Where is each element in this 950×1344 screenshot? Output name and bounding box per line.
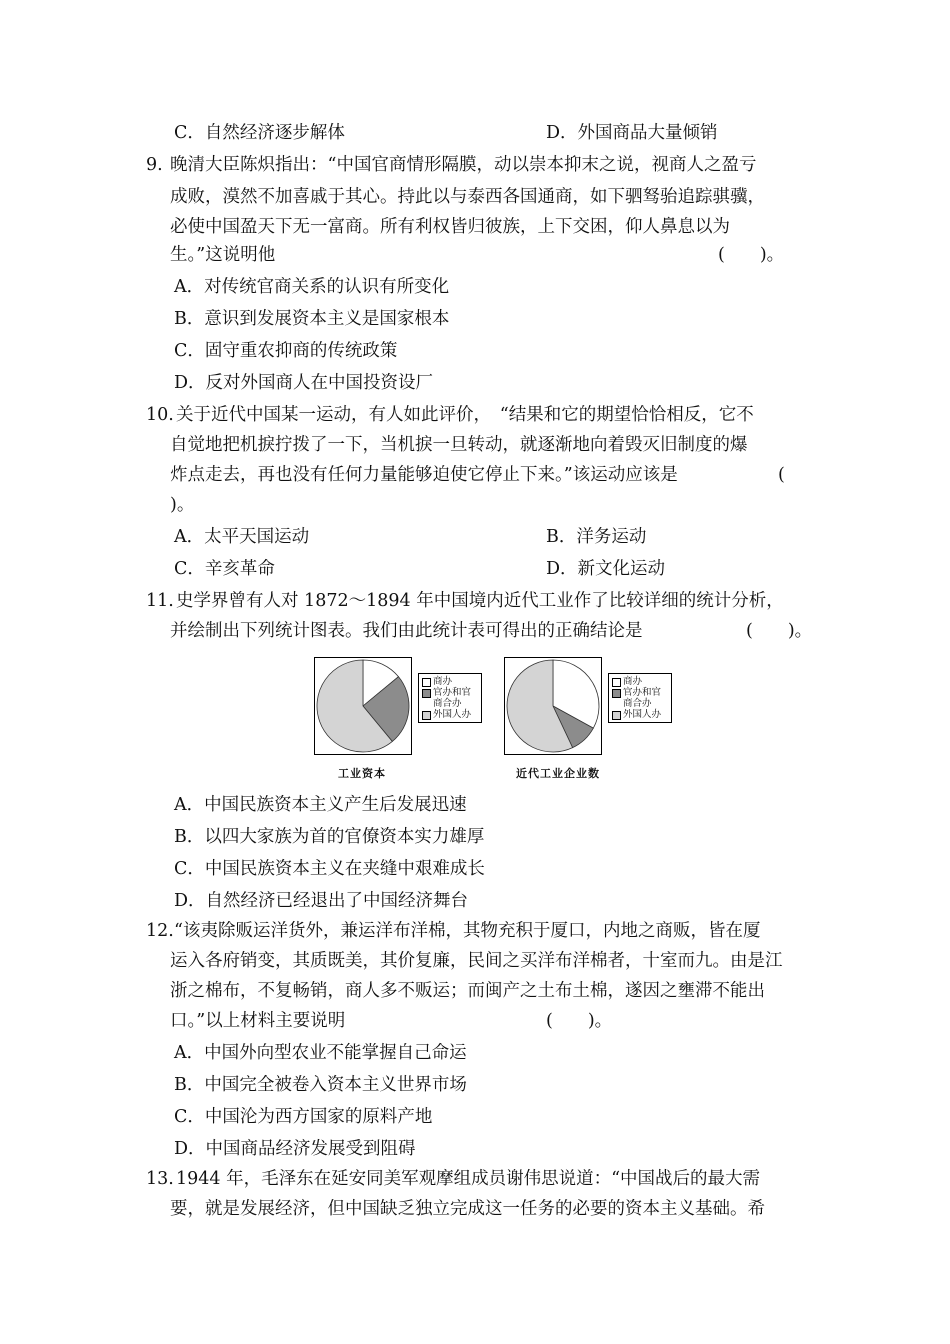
legend-swatch-dark <box>612 689 621 698</box>
q10-option-c: C．辛亥革命 <box>174 559 275 579</box>
q11-stem-line: 史学界曾有人对 1872～1894 年中国境内近代工业作了比较详细的统计分析， <box>176 591 784 611</box>
legend-item <box>422 676 478 687</box>
pie-chart-industrial-capital-frame <box>314 657 412 755</box>
q9-stem-line: 生。”这说明他 <box>170 245 276 265</box>
q11-option-d: D．自然经济已经退出了中国经济舞台 <box>174 891 469 911</box>
q10-option-b: B．洋务运动 <box>546 527 647 547</box>
legend-chart-1 <box>418 673 482 723</box>
q12-option-d: D．中国商品经济发展受到阻碍 <box>174 1139 416 1159</box>
q9-stem-line: 必使中国盈天下无一富商。所有利权皆归彼族，上下交困，仰人鼻息以为 <box>170 217 730 237</box>
q9-option-c: C．固守重农抑商的传统政策 <box>174 341 398 361</box>
q12-stem-line: 口。”以上材料主要说明 <box>170 1011 346 1031</box>
q10-stem-line: 自觉地把机捩拧拨了一下，当机捩一旦转动，就逐渐地向着毁灭旧制度的爆 <box>170 435 748 455</box>
legend-swatch-white <box>422 678 431 687</box>
chart-1-caption: 工业资本 <box>338 767 386 780</box>
q13-stem-line: 1944 年，毛泽东在延安同美军观摩组成员谢伟思说道：“中国战后的最大需 <box>176 1169 761 1189</box>
chart-2-caption: 近代工业企业数 <box>516 767 600 780</box>
q10-stem-line: 关于近代中国某一运动，有人如此评价， “结果和它的期望恰恰相反，它不 <box>176 405 754 425</box>
pie-chart-enterprise-count <box>505 658 601 754</box>
legend-chart-2 <box>608 673 672 723</box>
pie-chart-enterprise-count-frame <box>504 657 602 755</box>
q12-stem-line: 浙之棉布，不复畅销，商人多不贩运；而闽产之土布土棉，遂因之壅滞不能出 <box>170 981 765 1001</box>
q11-option-c: C．中国民族资本主义在夹缝中艰难成长 <box>174 859 485 879</box>
legend-swatch-dark <box>422 689 431 698</box>
q9-option-b: B．意识到发展资本主义是国家根本 <box>174 309 450 329</box>
legend-swatch-light <box>612 711 621 720</box>
pie-chart-industrial-capital <box>315 658 411 754</box>
q9-stem-line: 晚清大臣陈炽指出：“中国官商情形隔膜，动以崇本抑末之说，视商人之盈亏 <box>170 155 757 175</box>
legend-item <box>612 687 668 709</box>
legend-label: 外国人办 <box>433 709 472 720</box>
legend-label: 商办 <box>623 676 643 687</box>
legend-swatch-white <box>612 678 621 687</box>
q11-answer-paren: ( )。 <box>746 621 813 641</box>
q9-option-d: D．反对外国商人在中国投资设厂 <box>174 373 434 393</box>
q9-stem-line: 成败，漠然不加喜戚于其心。持此以与泰西各国通商，如下驷驽骀追踪骐骥， <box>170 187 765 207</box>
q10-stem-line: 炸点走去，再也没有任何力量能够迫使它停止下来。”该运动应该是 <box>170 465 678 485</box>
q11-stem-line: 并绘制出下列统计图表。我们由此统计表可得出的正确结论是 <box>170 621 643 641</box>
q10-paren-close: )。 <box>170 495 195 515</box>
q10-number: 10. <box>146 405 174 425</box>
legend-item <box>612 676 668 687</box>
q10-option-a: A．太平天国运动 <box>174 527 310 547</box>
q11-number: 11. <box>146 591 174 611</box>
q10-paren-open: ( <box>778 465 785 485</box>
q13-number: 13. <box>146 1169 174 1189</box>
pie-charts-figure <box>312 655 672 785</box>
legend-label: 官办和官商合办 <box>623 687 662 709</box>
q12-option-b: B．中国完全被卷入资本主义世界市场 <box>174 1075 467 1095</box>
q8-option-d: D．外国商品大量倾销 <box>546 123 718 143</box>
q11-option-a: A．中国民族资本主义产生后发展迅速 <box>174 795 467 815</box>
q12-option-a: A．中国外向型农业不能掌握自己命运 <box>174 1043 467 1063</box>
q9-option-a: A．对传统官商关系的认识有所变化 <box>174 277 450 297</box>
q12-number: 12. <box>146 921 174 941</box>
legend-label: 外国人办 <box>623 709 662 720</box>
q11-option-b: B．以四大家族为首的官僚资本实力雄厚 <box>174 827 485 847</box>
q9-number: 9. <box>146 155 163 175</box>
legend-item <box>422 709 478 720</box>
legend-label: 官办和官商合办 <box>433 687 472 709</box>
q12-option-c: C．中国沦为西方国家的原料产地 <box>174 1107 433 1127</box>
legend-item <box>422 687 478 709</box>
q12-answer-paren: ( )。 <box>546 1011 613 1031</box>
q13-stem-line: 要，就是发展经济，但中国缺乏独立完成这一任务的必要的资本主义基础。希 <box>170 1199 765 1219</box>
q12-stem-line: 运入各府销变，其质既美，其价复廉，民间之买洋布洋棉者，十室而九。由是江 <box>170 951 783 971</box>
q12-stem-line: “该夷除贩运洋货外，兼运洋布洋棉，其物充积于厦口，内地之商贩，皆在厦 <box>174 921 761 941</box>
q9-answer-paren: ( )。 <box>718 245 785 265</box>
legend-item <box>612 709 668 720</box>
legend-swatch-light <box>422 711 431 720</box>
legend-label: 商办 <box>433 676 453 687</box>
q10-option-d: D．新文化运动 <box>546 559 666 579</box>
q8-option-c: C．自然经济逐步解体 <box>174 123 345 143</box>
